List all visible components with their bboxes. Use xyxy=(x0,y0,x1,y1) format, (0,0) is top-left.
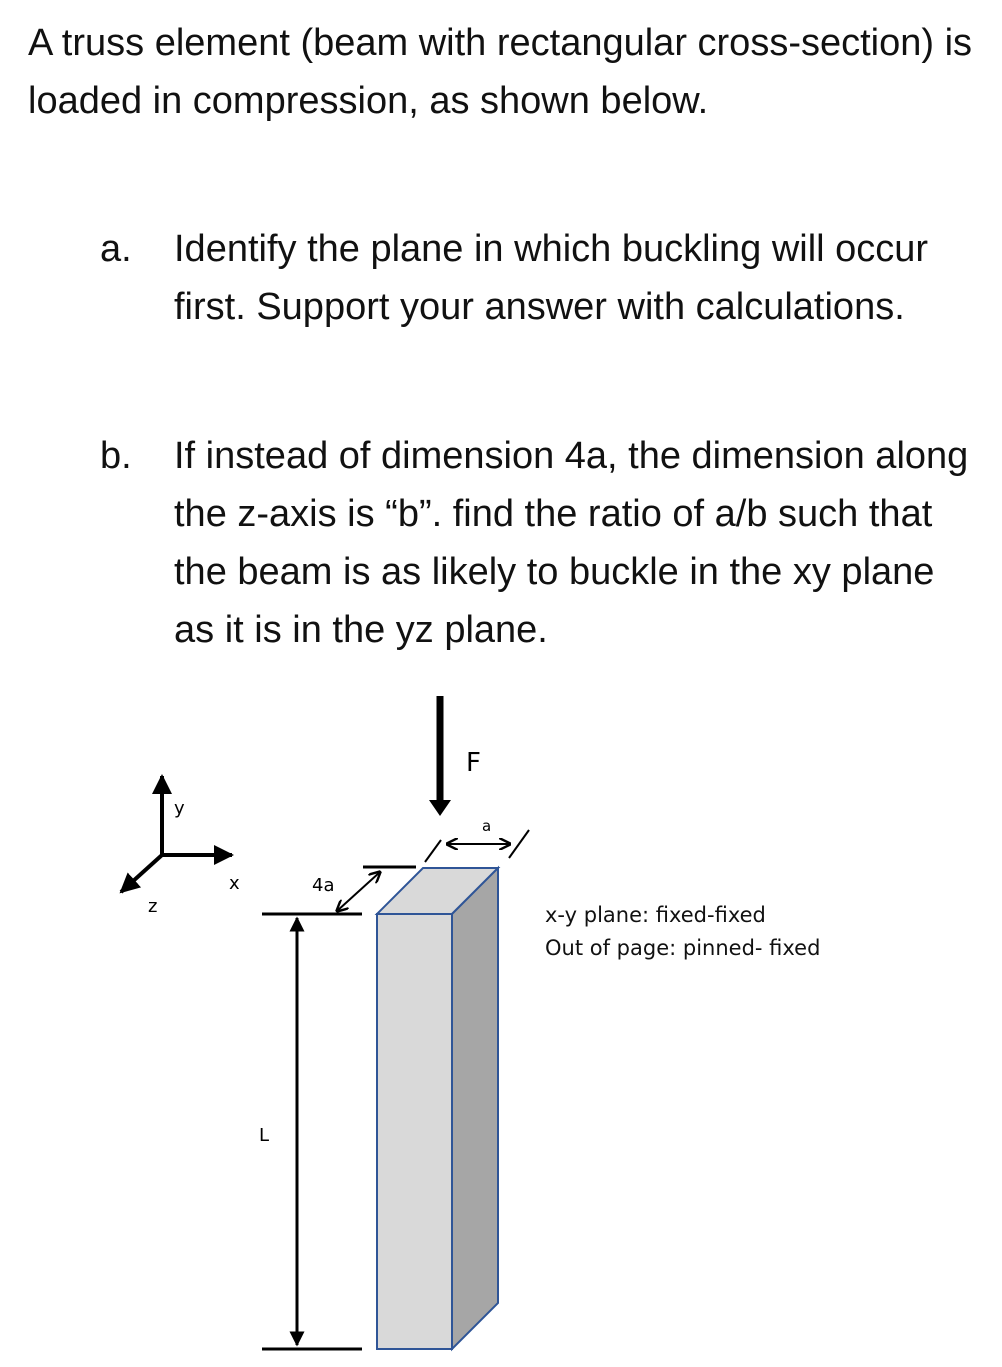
dimension-a xyxy=(425,817,529,862)
dimension-L xyxy=(259,918,362,1349)
force-arrow xyxy=(429,696,481,816)
beam-side-face xyxy=(452,868,498,1349)
boundary-note-xy: x-y plane: fixed-fixed xyxy=(545,903,766,927)
problem-intro: A truss element (beam with rectangular cross-section) is loaded in compression, as shown below. xyxy=(28,22,973,122)
y-axis-label: y xyxy=(174,798,185,819)
dimension-a-label: a xyxy=(482,817,492,835)
x-axis-label: x xyxy=(229,873,240,894)
coordinate-axes xyxy=(121,776,240,917)
question-a-text: Identify the plane in which buckling will occur first. Support your answer with calculations. xyxy=(174,228,929,328)
z-axis-arrow xyxy=(121,855,162,892)
dimension-a-extension-left xyxy=(425,840,441,862)
question-a-marker: a. xyxy=(100,228,132,270)
question-b-marker: b. xyxy=(100,435,132,477)
dimension-4a-arrow xyxy=(337,872,380,911)
beam xyxy=(377,868,498,1349)
dimension-L-label: L xyxy=(259,1125,270,1146)
force-label: F xyxy=(466,748,481,778)
beam-front-face xyxy=(377,914,452,1349)
force-arrow-head xyxy=(429,800,451,816)
boundary-note-out-of-page: Out of page: pinned- fixed xyxy=(545,936,821,960)
dimension-a-extension-right xyxy=(509,830,529,858)
z-axis-label: z xyxy=(148,896,158,917)
question-b-text: If instead of dimension 4a, the dimension along the z-axis is “b”. find the ratio of a/b such that the beam is as likely to buckle in the xy plane as it is in the yz plane. xyxy=(174,435,969,651)
dimension-4a-label: 4a xyxy=(312,875,335,896)
